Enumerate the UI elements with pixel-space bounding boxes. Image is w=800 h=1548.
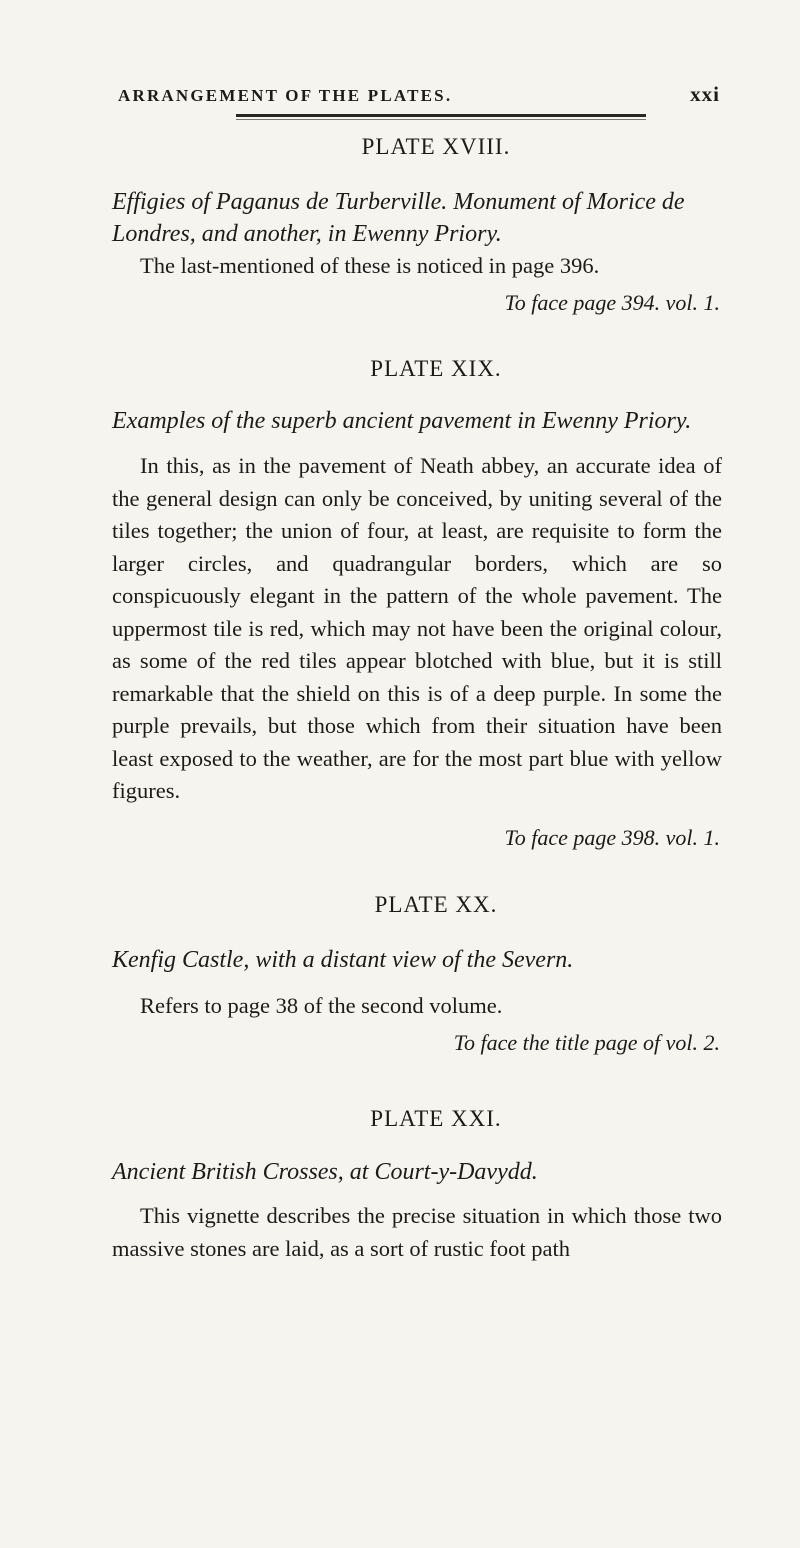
plate-caption: Effigies of Paganus de Turberville. Monument of Morice de (112, 189, 685, 215)
plate-caption: Examples of the superb ancient pavement in Ewenny Priory. (112, 408, 692, 434)
plate-caption-continued: Londres, and another, in Ewenny Priory. (112, 221, 502, 247)
header-rule (236, 114, 646, 117)
running-head (118, 82, 720, 112)
page-number: xxi (690, 82, 720, 106)
plate-reference: To face page 398. vol. 1. (504, 825, 720, 850)
plate-caption: Kenfig Castle, with a distant view of the Severn. (112, 947, 574, 973)
header-rule-thin (236, 119, 646, 120)
plate-description: This vignette describes the precise situation in which those two massive stones are laid, as a sort of rustic foot path (112, 1203, 722, 1261)
running-title: ARRANGEMENT OF THE PLATES. (118, 86, 453, 105)
plate-heading: PLATE XVIII. (361, 134, 511, 159)
plate-heading: PLATE XIX. (370, 356, 502, 381)
plate-reference: To face the title page of vol. 2. (453, 1030, 720, 1055)
plate-caption: Ancient British Crosses, at Court-y-Davydd. (112, 1159, 538, 1185)
plate-heading: PLATE XXI. (370, 1106, 502, 1131)
plate-description: Refers to page 38 of the second volume. (140, 993, 503, 1018)
plate-description: The last-mentioned of these is noticed in page 396. (140, 253, 600, 278)
plate-reference: To face page 394. vol. 1. (504, 290, 720, 315)
plate-description: In this, as in the pavement of Neath abbey, an accurate idea of the general design can only be conceived, by uniting several of the tiles together; the union of four, at least, are requisite to form the larger circles, and quadrangular borders, which are so conspicuously elegant in the pattern of the whole pavement. The uppermost tile is red, which may not have been the original colour, as some of the red tiles appear blotched with blue, but it is still remarkable that the shield on this is of a deep purple. In some the purple prevails, but those which from their situation have been least exposed to the weather, are for the most part blue with yellow figures. (112, 453, 722, 803)
plate-heading: PLATE XX. (374, 892, 498, 917)
